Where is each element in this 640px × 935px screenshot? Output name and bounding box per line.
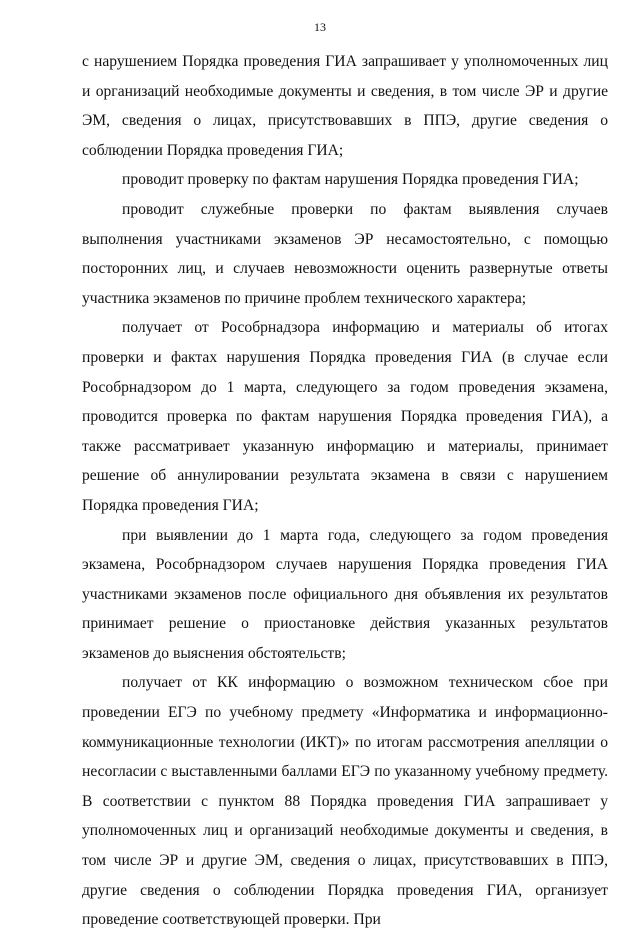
- paragraph: получает от КК информацию о возможном техническом сбое при проведении ЕГЭ по учебному предмету «Информатика и информационно-коммуникационные технологии (ИКТ)» по итогам рассмотрения апелляции о несогласии с выставленными баллами ЕГЭ по указанному учебному предмету. В соответствии с пунктом 88 Порядка проведения ГИА запрашивает у уполномоченных лиц и организаций необходимые документы и сведения, в том числе ЭР и другие ЭМ, сведения о лицах, присутствовавших в ППЭ, другие сведения о соблюдении Порядка проведения ГИА, организует проведение соответствующей проверки. При: [82, 674, 608, 929]
- document-body: [82, 47, 608, 935]
- paragraph: с нарушением Порядка проведения ГИА запрашивает у уполномоченных лиц и организаций необходимые документы и сведения, в том числе ЭР и другие ЭМ, сведения о лицах, присутствовавших в ППЭ, другие сведения о соблюдении Порядка проведения ГИА;: [82, 53, 608, 159]
- page-number: 13: [314, 20, 326, 34]
- paragraph: получает от Рособрнадзора информацию и материалы об итогах проверки и фактах нарушения Порядка проведения ГИА (в случае если Рособрнадзором до 1 марта, следующего за годом проведения экзамена, проводится проверка по фактам нарушения Порядка проведения ГИА), а также рассматривает указанную информацию и материалы, принимает решение об аннулировании результата экзамена в связи с нарушением Порядка проведения ГИА;: [82, 319, 608, 514]
- paragraph: проводит проверку по фактам нарушения Порядка проведения ГИА;: [122, 171, 579, 189]
- paragraph: при выявлении до 1 марта года, следующего за годом проведения экзамена, Рособрнадзором случаев нарушения Порядка проведения ГИА участниками экзаменов после официального дня объявления их результатов принимает решение о приостановке действия указанных результатов экзаменов до выяснения обстоятельств;: [82, 526, 608, 662]
- paragraph: проводит служебные проверки по фактам выявления случаев выполнения участниками экзаменов ЭР несамостоятельно, с помощью посторонних лиц, и случаев невозможности оценить развернутые ответы участника экзаменов по причине проблем технического характера;: [82, 200, 608, 307]
